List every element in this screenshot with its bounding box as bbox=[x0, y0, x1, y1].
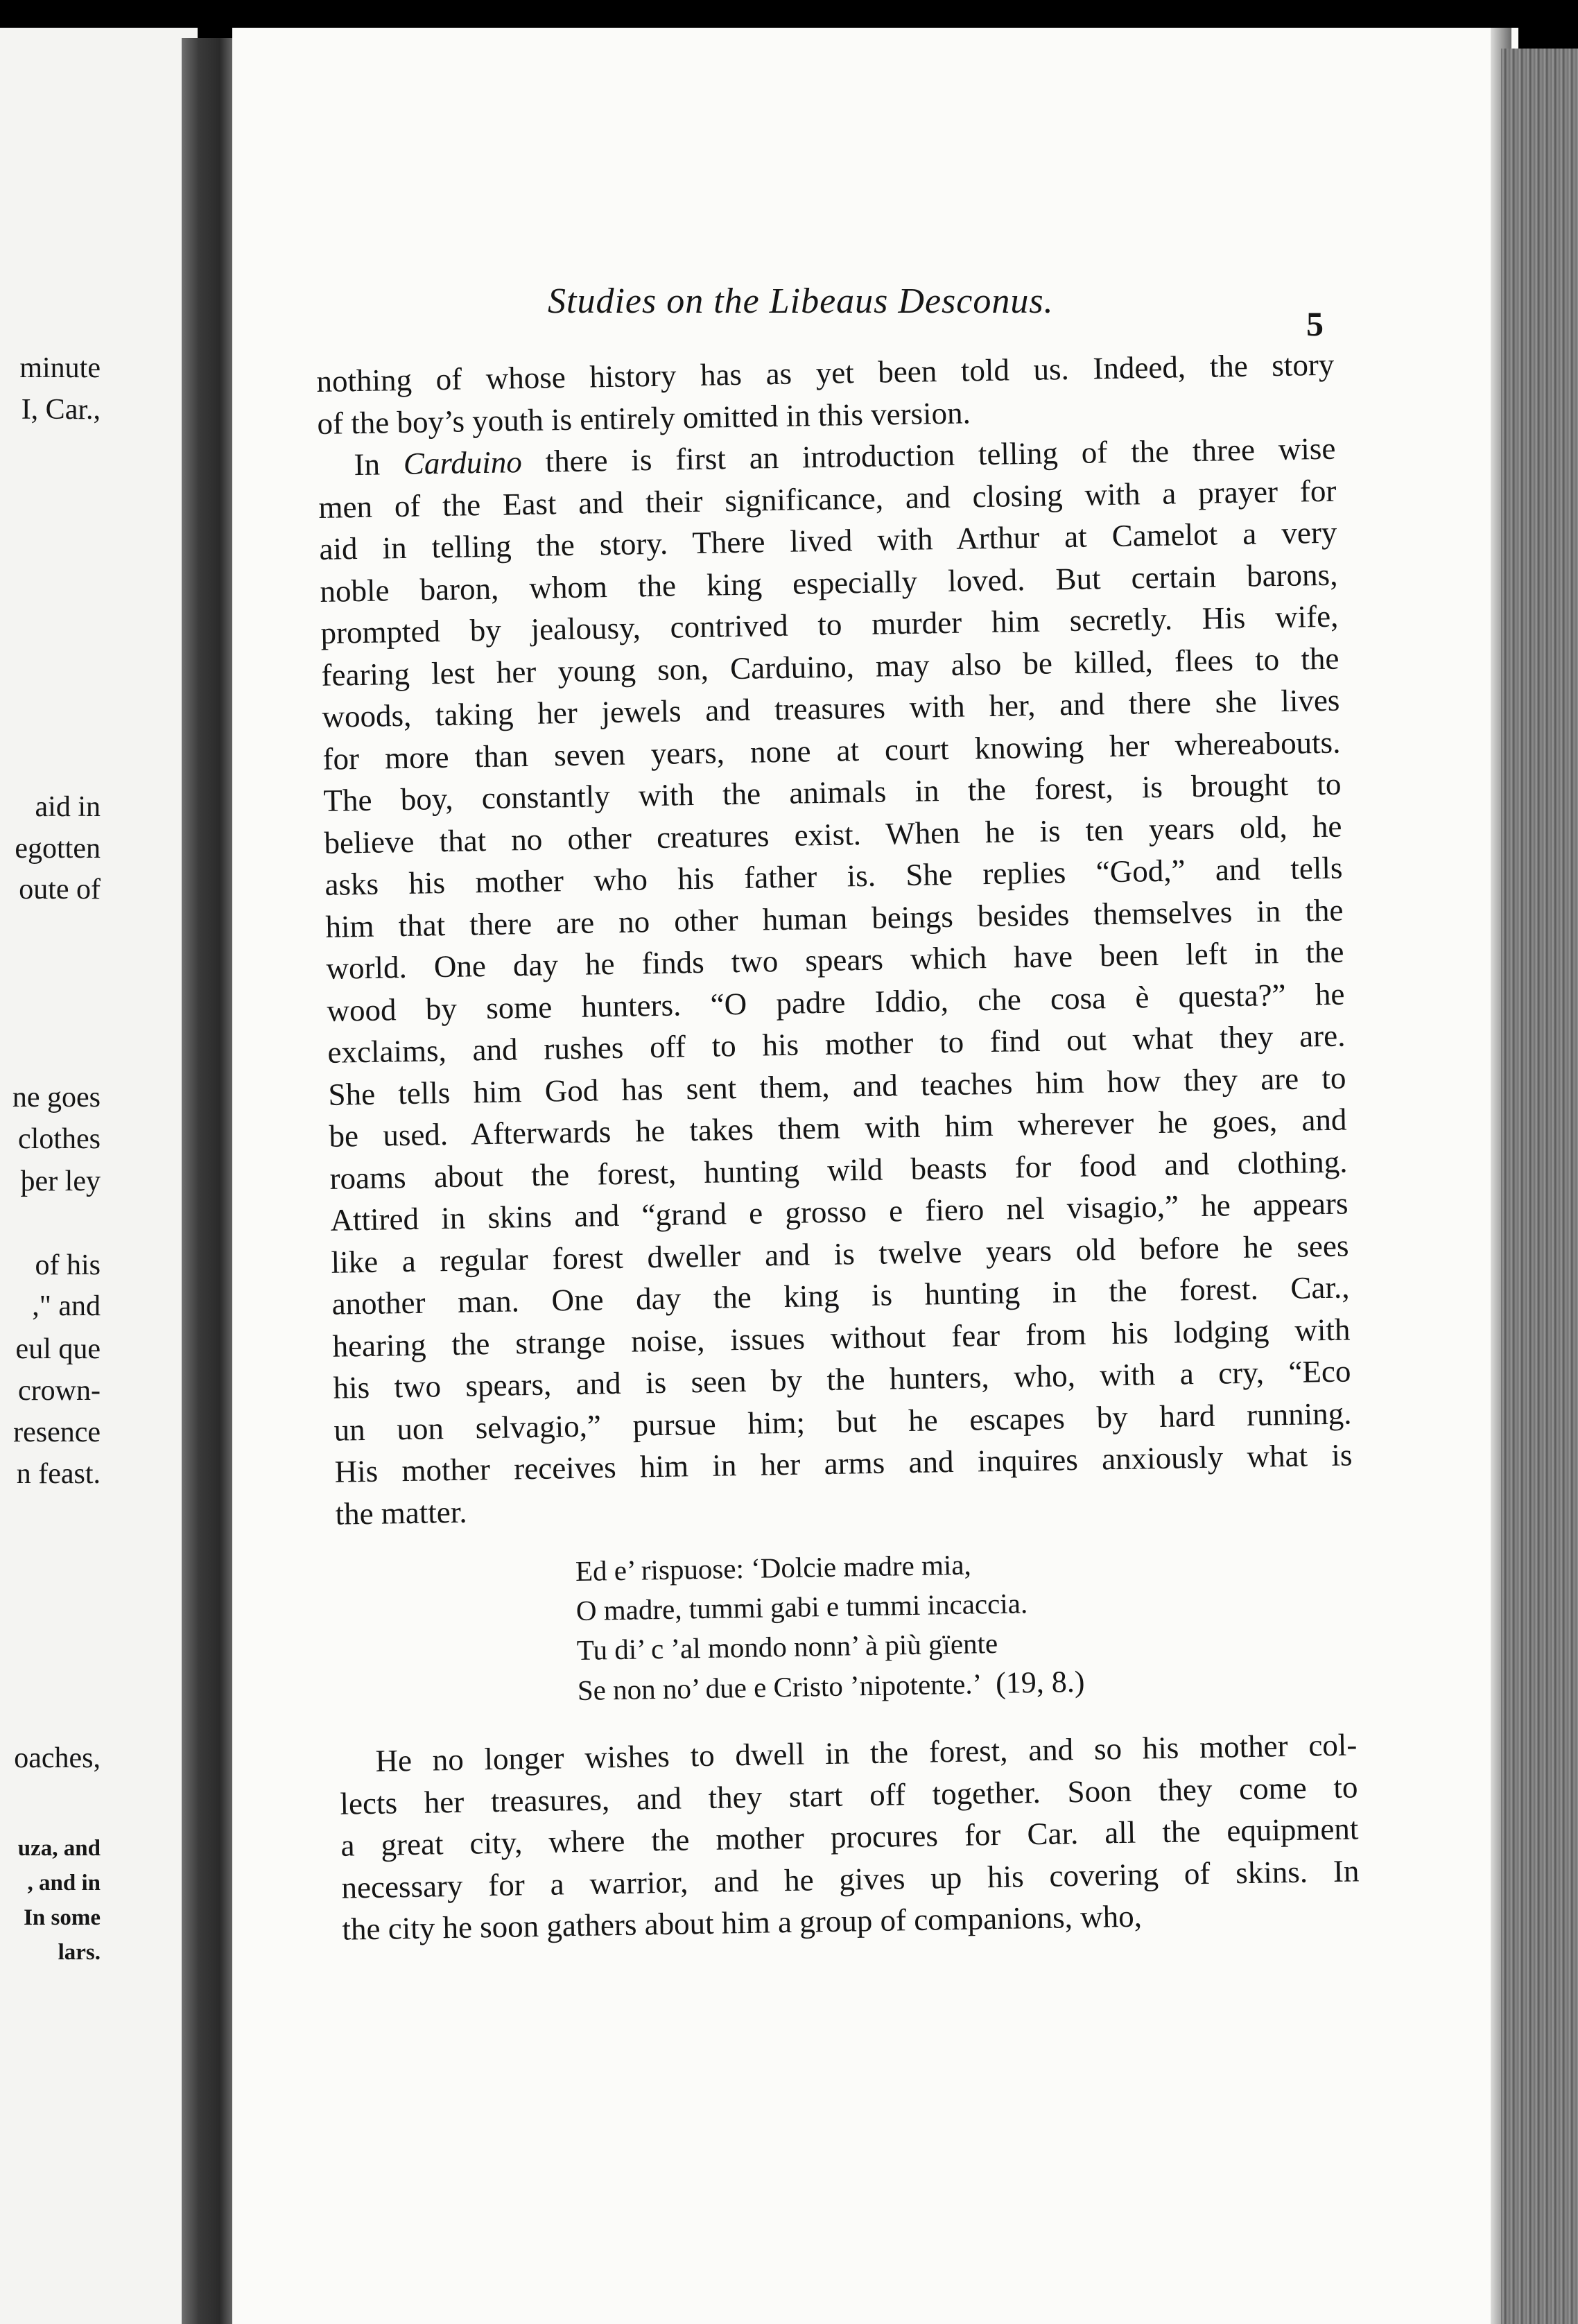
paragraph-line: woods, taking her jewels and treasures with her, and there she lives bbox=[322, 682, 1340, 734]
paragraph-line: another man. One day the king is hunting in the forest. Car., bbox=[331, 1269, 1350, 1321]
paragraph-line: asks his mother who his father is. She replies “God,” and tells bbox=[324, 850, 1343, 902]
facing-page-text: n feast. bbox=[16, 1458, 101, 1490]
paragraph-line: for more than seven years, none at court knowing her whereabouts. bbox=[322, 725, 1341, 777]
facing-page-text: of his bbox=[35, 1249, 101, 1281]
paragraph-line: fearing lest her young son, Carduino, may also be killed, flees to the bbox=[321, 641, 1339, 693]
paragraph-line: aid in telling the story. There lived with Arthur at Camelot a very bbox=[319, 514, 1337, 566]
page-edges bbox=[1501, 49, 1578, 2324]
running-header: Studies on the Libeaus Desconus. bbox=[548, 281, 1054, 321]
facing-page-text: In some bbox=[24, 1905, 101, 1930]
facing-page-text: þer ley bbox=[20, 1165, 101, 1197]
paragraph-line: be used. Afterwards he takes them with him wherever he goes, and bbox=[329, 1102, 1347, 1154]
verse-line: Tu di’ c ’al mondo nonn’ à più gïente bbox=[576, 1627, 998, 1667]
paragraph-line: him that there are no other human beings besides themselves in the bbox=[325, 892, 1344, 944]
paragraph-line: roams about the forest, hunting wild beasts for food and clothing. bbox=[329, 1144, 1348, 1196]
paragraph-line: men of the East and their significance, and closing with a prayer for bbox=[318, 473, 1337, 525]
work-title: Carduino bbox=[403, 444, 523, 481]
verse-line: Se non no’ due e Cristo ’nipotente.’ (19, 8.) bbox=[577, 1664, 1085, 1707]
paragraph-line: un uon selvagio,” pursue him; but he escapes by hard running. bbox=[333, 1395, 1352, 1448]
paragraph-line: nothing of whose history has as yet been told us. Indeed, the story bbox=[316, 347, 1335, 399]
paragraph-line: the matter. bbox=[335, 1494, 467, 1532]
verse-line: Ed e’ rispuose: ‘Dolcie madre mia, bbox=[575, 1548, 972, 1588]
paragraph-line: the city he soon gathers about him a group of companions, who, bbox=[342, 1898, 1143, 1947]
paragraph-line: his two spears, and is seen by the hunters, who, with a cry, “Eco bbox=[333, 1353, 1351, 1405]
facing-page-text: oute of bbox=[19, 874, 101, 905]
paragraph-3 bbox=[339, 1724, 1360, 1950]
facing-page-text: minute bbox=[19, 352, 101, 384]
facing-page-text: resence bbox=[13, 1416, 101, 1448]
paragraph-line: noble baron, whom the king especially loved. But certain barons, bbox=[320, 557, 1338, 609]
paragraph-line: prompted by jealousy, contrived to murder him secretly. His wife, bbox=[320, 598, 1339, 650]
verse-line: O madre, tummi gabi e tummi incaccia. bbox=[575, 1587, 1028, 1627]
facing-page-text: clothes bbox=[18, 1123, 101, 1155]
paragraph-line: The boy, constantly with the animals in the forest, is brought to bbox=[323, 766, 1342, 818]
paragraph-line: believe that no other creatures exist. When he is ten years old, he bbox=[324, 808, 1342, 860]
facing-page-fragment bbox=[0, 28, 198, 2324]
paragraph-line: His mother receives him in her arms and inquires anxiously what is bbox=[334, 1437, 1353, 1489]
paragraph-line: like a regular forest dweller and is twelve years old before he sees bbox=[331, 1227, 1349, 1280]
facing-page-text: crown- bbox=[18, 1375, 101, 1407]
facing-page-text: ne goes bbox=[12, 1082, 101, 1113]
paragraph-line: exclaims, and rushes off to his mother to find out what they are. bbox=[327, 1018, 1346, 1070]
facing-page-text: aid in bbox=[35, 791, 101, 823]
facing-page-text: eul que bbox=[15, 1333, 101, 1365]
paragraph-1 bbox=[316, 344, 1335, 444]
paragraph-line: Attired in skins and “grand e grosso e fiero nel visagio,” he appears bbox=[330, 1186, 1349, 1238]
paragraph-line: hearing the strange noise, issues without fear from his lodging with bbox=[332, 1311, 1351, 1364]
page-number: 5 bbox=[1306, 304, 1324, 343]
facing-page-text: ," and bbox=[32, 1290, 101, 1322]
paragraph-line: She tells him God has sent them, and teaches him how they are to bbox=[328, 1060, 1346, 1112]
paragraph-line: In Carduino there is first an introduction telling of the three wise bbox=[354, 431, 1336, 483]
facing-page-text: oaches, bbox=[14, 1742, 101, 1774]
paragraph-line: wood by some hunters. “O padre Iddio, che cosa è questa?” he bbox=[327, 976, 1345, 1028]
paragraph-line: lects her treasures, and they start off together. Soon they come to bbox=[340, 1769, 1358, 1821]
body-text bbox=[316, 344, 1360, 1951]
paragraph-line: a great city, where the mother procures for Car. all the equipment bbox=[340, 1811, 1359, 1863]
paragraph-line: world. One day he finds two spears which have been left in the bbox=[326, 934, 1344, 986]
facing-page-text: , and in bbox=[27, 1871, 101, 1896]
facing-page-text: egotten bbox=[15, 833, 101, 865]
facing-page-text: lars. bbox=[58, 1940, 101, 1965]
paragraph-line: He no longer wishes to dwell in the forest, and so his mother col- bbox=[375, 1727, 1358, 1778]
verse-quotation bbox=[575, 1538, 1357, 1710]
paragraph-line: of the boy’s youth is entirely omitted in this version. bbox=[317, 394, 971, 441]
paragraph-2 bbox=[318, 428, 1353, 1535]
facing-page-text: I, Car., bbox=[21, 394, 101, 426]
facing-page-text: uza, and bbox=[17, 1836, 101, 1861]
verse-reference: (19, 8.) bbox=[995, 1664, 1085, 1701]
paragraph-line: necessary for a warrior, and he gives up his covering of skins. In bbox=[341, 1853, 1360, 1905]
